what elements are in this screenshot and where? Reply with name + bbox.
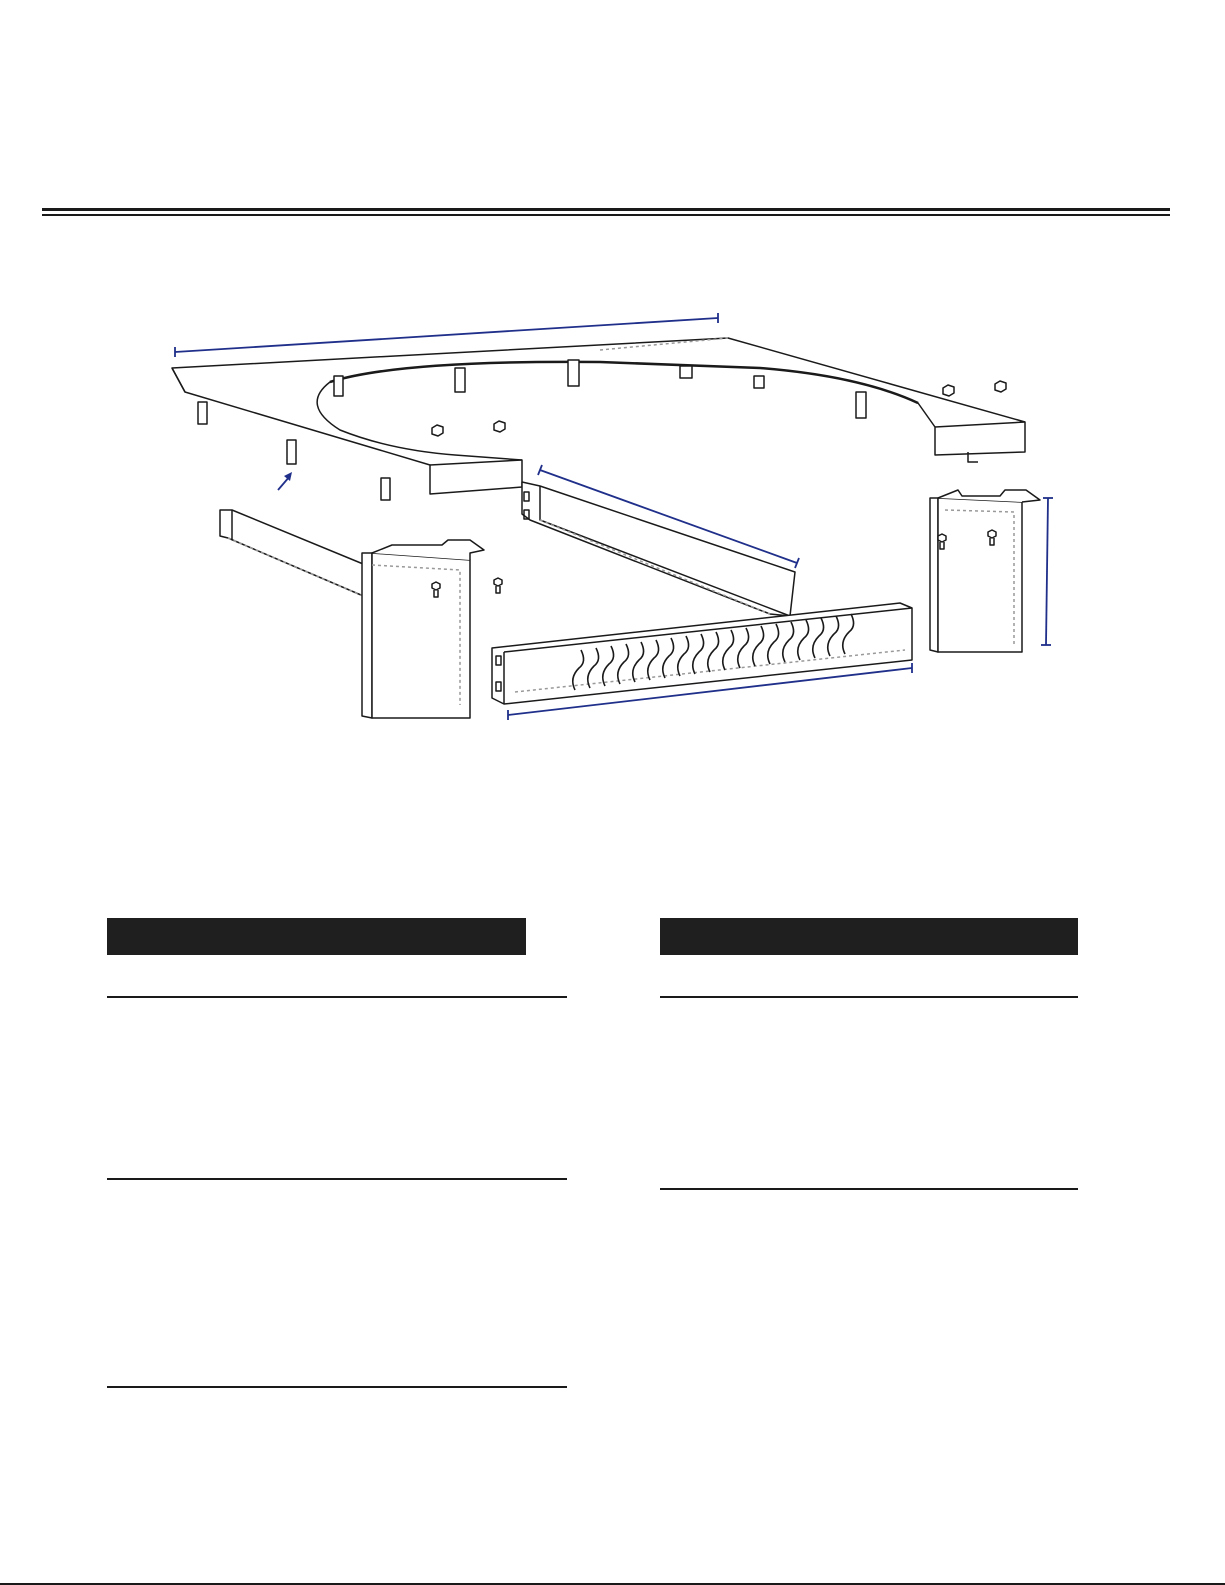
- front-rail: [492, 603, 912, 704]
- right-section-header-bar: [660, 918, 1078, 955]
- left-section-header-bar: [107, 918, 526, 955]
- nut-icon: [432, 381, 1006, 436]
- left-table-rule-3: [107, 1386, 567, 1388]
- dimension-leg-height: [1041, 498, 1053, 645]
- top-frame: [172, 338, 1025, 500]
- back-rail: [522, 482, 795, 616]
- right-table-rule-1: [660, 996, 1078, 998]
- left-side-rail: [220, 510, 368, 598]
- left-table-rule-1: [107, 996, 567, 998]
- pointer-arrow-icon: [278, 472, 292, 490]
- left-leg: [362, 540, 484, 718]
- right-table-rule-2: [660, 1188, 1078, 1190]
- left-table-rule-2: [107, 1178, 567, 1180]
- right-leg: [930, 490, 1040, 652]
